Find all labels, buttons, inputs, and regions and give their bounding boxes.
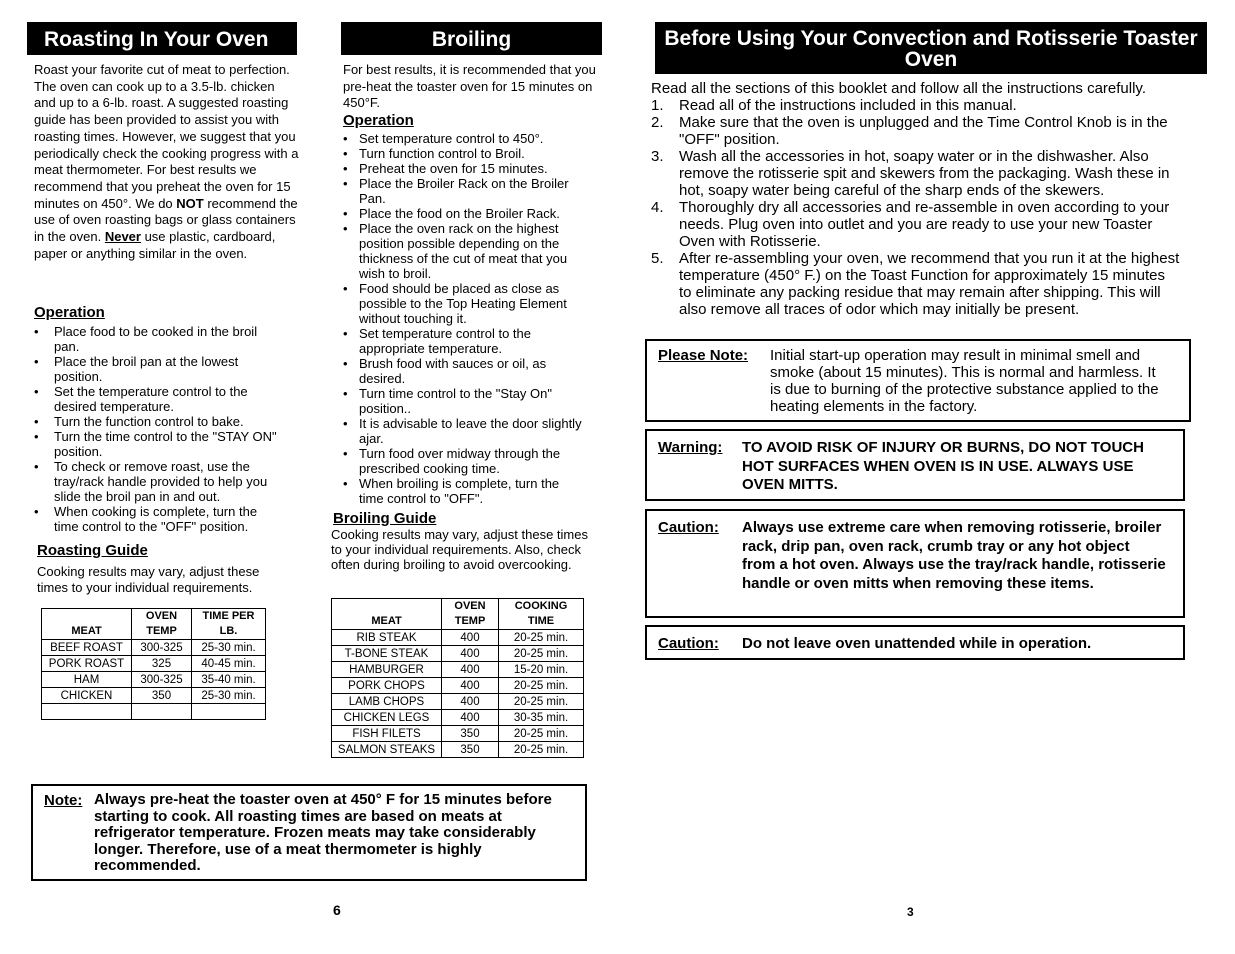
table-cell: 20-25 min. bbox=[499, 678, 584, 694]
step-number: 4. bbox=[651, 199, 664, 216]
table-cell: HAM bbox=[42, 672, 132, 688]
list-item bbox=[651, 114, 1181, 148]
table-cell: RIB STEAK bbox=[332, 630, 442, 646]
table-cell: 25-30 min. bbox=[192, 640, 266, 656]
table-cell bbox=[42, 704, 132, 720]
step-number: 5. bbox=[651, 250, 664, 267]
table-cell: 400 bbox=[442, 694, 499, 710]
list-item: • To check or remove roast, use the tray/rack handle provided to help you slide the broil pan in and out. bbox=[34, 459, 284, 504]
please-note-text: Initial start-up operation may result in minimal smell and smoke (about 15 minutes). This is normal and harmless. It is due to burning of the protective substance applied to the heating elements in the factory. bbox=[770, 347, 1159, 415]
table-cell: 400 bbox=[442, 662, 499, 678]
table-cell: HAMBURGER bbox=[332, 662, 442, 678]
table-row bbox=[332, 694, 584, 710]
table-cell: FISH FILETS bbox=[332, 726, 442, 742]
roasting-intro-not: NOT bbox=[176, 195, 204, 211]
broiling-guide-text: Cooking results may vary, adjust these times to your individual requirements. Also, check often during broiling to avoid overcooking. bbox=[331, 527, 588, 572]
page-number-left: 6 bbox=[333, 902, 341, 918]
table-cell: 350 bbox=[132, 688, 192, 704]
list-item: • Place the oven rack on the highest position possible depending on the thickness of the cut of meat that you wish to broil. bbox=[343, 221, 585, 281]
broiling-operation-list bbox=[343, 131, 585, 506]
table-row bbox=[42, 672, 266, 688]
roasting-intro-never: Never bbox=[104, 229, 141, 245]
roasting-guide-text: Cooking results may vary, adjust these times to your individual requirements. bbox=[37, 564, 260, 595]
roasting-operation-list bbox=[34, 324, 284, 534]
list-item: • When cooking is complete, turn the time control to the "OFF" position. bbox=[34, 504, 284, 534]
table-header: OVEN TEMP bbox=[442, 599, 499, 630]
table-cell: CHICKEN bbox=[42, 688, 132, 704]
list-item: • Place food to be cooked in the broil pan. bbox=[34, 324, 284, 354]
step-text: After re-assembling your oven, we recommend that you run it at the highest temperature (450° F.) on the Toast Function for approximately 15 minutes to eliminate any packing residue that may remain after shipping. This will also remove all traces of odor which may initially be present. bbox=[679, 250, 1180, 318]
table-header: TIME PER LB. bbox=[192, 609, 266, 640]
table-cell: 20-25 min. bbox=[499, 742, 584, 758]
roasting-title: Roasting In Your Oven bbox=[27, 22, 297, 55]
broiling-title: Broiling bbox=[341, 22, 602, 55]
table-row bbox=[332, 646, 584, 662]
step-text: Make sure that the oven is unplugged and the Time Control Knob is in the "OFF" position. bbox=[679, 114, 1168, 148]
table-header-row bbox=[42, 609, 266, 640]
broiling-guide-table bbox=[331, 598, 584, 758]
list-item: • Turn the function control to bake. bbox=[34, 414, 284, 429]
list-item: • Set temperature control to the appropriate temperature. bbox=[343, 326, 585, 356]
table-row bbox=[42, 640, 266, 656]
table-cell: 400 bbox=[442, 646, 499, 662]
list-item: • Set temperature control to 450°. bbox=[343, 131, 585, 146]
list-item bbox=[651, 148, 1181, 199]
table-row bbox=[42, 688, 266, 704]
warning-box bbox=[645, 429, 1185, 501]
table-cell: 15-20 min. bbox=[499, 662, 584, 678]
table-cell: 350 bbox=[442, 742, 499, 758]
step-number: 3. bbox=[651, 148, 664, 165]
caution-box-2 bbox=[645, 625, 1185, 660]
table-cell: 20-25 min. bbox=[499, 726, 584, 742]
list-item: • Turn food over midway through the prescribed cooking time. bbox=[343, 446, 585, 476]
table-cell: PORK ROAST bbox=[42, 656, 132, 672]
table-cell: SALMON STEAKS bbox=[332, 742, 442, 758]
broiling-intro: For best results, it is recommended that you pre-heat the toaster oven for 15 minutes on 450°F. bbox=[343, 62, 596, 111]
broiling-operation-heading: Operation bbox=[343, 112, 414, 129]
step-text: Read all of the instructions included in this manual. bbox=[679, 97, 1017, 114]
before-using-title: Before Using Your Convection and Rotisserie Toaster Oven bbox=[655, 22, 1207, 74]
list-item: • Place the Broiler Rack on the Broiler Pan. bbox=[343, 176, 585, 206]
table-cell: 20-25 min. bbox=[499, 646, 584, 662]
step-number: 1. bbox=[651, 97, 664, 114]
table-header: COOKING TIME bbox=[499, 599, 584, 630]
step-text: Wash all the accessories in hot, soapy water or in the dishwasher. Also remove the rotisserie spit and skewers from the packaging. Wash these in hot, soapy water being careful of the sharp ends of the skewers. bbox=[679, 148, 1170, 199]
table-cell: 30-35 min. bbox=[499, 710, 584, 726]
list-item: • It is advisable to leave the door slightly ajar. bbox=[343, 416, 585, 446]
before-using-intro: Read all the sections of this booklet and follow all the instructions carefully. bbox=[651, 80, 1146, 97]
list-item: • Preheat the oven for 15 minutes. bbox=[343, 161, 585, 176]
step-text: Thoroughly dry all accessories and re-assemble in oven according to your needs. Plug oven into outlet and you are ready to use your new Toaster Oven with Rotisserie. bbox=[679, 199, 1170, 250]
roasting-guide-table bbox=[41, 608, 266, 720]
table-cell: 400 bbox=[442, 678, 499, 694]
table-cell: 25-30 min. bbox=[192, 688, 266, 704]
list-item: • Food should be placed as close as possible to the Top Heating Element without touching it. bbox=[343, 281, 585, 326]
before-using-steps bbox=[651, 97, 1181, 318]
warning-label: Warning: bbox=[658, 439, 723, 456]
caution-text: Do not leave oven unattended while in operation. bbox=[742, 635, 1092, 652]
list-item: • Set the temperature control to the desired temperature. bbox=[34, 384, 284, 414]
roasting-operation-heading: Operation bbox=[34, 304, 105, 321]
list-item: • Place the food on the Broiler Rack. bbox=[343, 206, 585, 221]
roasting-intro-text-2: recommend the use of oven roasting bags or glass containers in the oven. bbox=[34, 195, 298, 245]
table-cell: LAMB CHOPS bbox=[332, 694, 442, 710]
table-cell: 325 bbox=[132, 656, 192, 672]
table-cell: T-BONE STEAK bbox=[332, 646, 442, 662]
table-row bbox=[332, 726, 584, 742]
table-cell bbox=[192, 704, 266, 720]
warning-text: TO AVOID RISK OF INJURY OR BURNS, DO NOT TOUCH HOT SURFACES WHEN OVEN IS IN USE. ALWAYS USE OVEN MITTS. bbox=[742, 439, 1144, 493]
please-note-box bbox=[645, 339, 1191, 422]
roasting-guide-heading: Roasting Guide bbox=[37, 542, 148, 559]
roasting-intro-text-1: Roast your favorite cut of meat to perfection. The oven can cook up to a 3.5-lb. chicken and up to a 6-lb. roast. A suggested roasting guide has been provided to assist you with roasting times. However, we suggest that you periodically check the cooking progress with a meat thermometer. For best results we recommend that you preheat the oven for 15 minutes on 450°. We do bbox=[34, 62, 299, 211]
table-header-row bbox=[332, 599, 584, 630]
table-cell: BEEF ROAST bbox=[42, 640, 132, 656]
table-cell bbox=[132, 704, 192, 720]
table-row bbox=[332, 662, 584, 678]
note-box bbox=[31, 784, 587, 881]
list-item: • Turn function control to Broil. bbox=[343, 146, 585, 161]
roasting-intro-text-3: use plastic, cardboard, paper or anything similar in the oven. bbox=[34, 229, 276, 261]
table-cell: 350 bbox=[442, 726, 499, 742]
list-item: • Place the broil pan at the lowest position. bbox=[34, 354, 284, 384]
caution-label: Caution: bbox=[658, 635, 719, 652]
table-row bbox=[42, 656, 266, 672]
table-cell: 400 bbox=[442, 710, 499, 726]
roasting-intro bbox=[34, 62, 299, 262]
caution-label: Caution: bbox=[658, 519, 719, 536]
note-text: Always pre-heat the toaster oven at 450° F for 15 minutes before starting to cook. All roasting times are based on meats at refrigerator temperature. Frozen meats may take considerably longer. Therefore, use of a meat thermometer is highly recommended. bbox=[94, 791, 552, 874]
table-header: OVEN TEMP bbox=[132, 609, 192, 640]
table-cell: 20-25 min. bbox=[499, 694, 584, 710]
please-note-label: Please Note: bbox=[658, 347, 749, 364]
table-row bbox=[332, 630, 584, 646]
list-item: • Turn time control to the "Stay On" position.. bbox=[343, 386, 585, 416]
table-cell: 300-325 bbox=[132, 640, 192, 656]
broiling-guide-heading: Broiling Guide bbox=[333, 510, 437, 527]
list-item: • Brush food with sauces or oil, as desired. bbox=[343, 356, 585, 386]
list-item: • Turn the time control to the "STAY ON" position. bbox=[34, 429, 284, 459]
table-row bbox=[332, 678, 584, 694]
table-cell: PORK CHOPS bbox=[332, 678, 442, 694]
table-cell: 300-325 bbox=[132, 672, 192, 688]
table-row bbox=[332, 710, 584, 726]
list-item bbox=[651, 199, 1181, 250]
caution-text: Always use extreme care when removing rotisserie, broiler rack, drip pan, oven rack, crumb tray or any hot object from a hot oven. Always use the tray/rack handle, rotisserie handle or oven mitts when removing these items. bbox=[742, 519, 1166, 592]
table-header: MEAT bbox=[42, 609, 132, 640]
caution-box-1 bbox=[645, 509, 1185, 618]
list-item: • When broiling is complete, turn the time control to "OFF". bbox=[343, 476, 585, 506]
table-cell: CHICKEN LEGS bbox=[332, 710, 442, 726]
table-row bbox=[42, 704, 266, 720]
page-number-right: 3 bbox=[907, 905, 914, 919]
list-item bbox=[651, 250, 1181, 318]
step-number: 2. bbox=[651, 114, 664, 131]
table-cell: 20-25 min. bbox=[499, 630, 584, 646]
note-label: Note: bbox=[44, 792, 83, 809]
list-item bbox=[651, 97, 1181, 114]
table-row bbox=[332, 742, 584, 758]
table-cell: 35-40 min. bbox=[192, 672, 266, 688]
table-cell: 400 bbox=[442, 630, 499, 646]
table-header: MEAT bbox=[332, 599, 442, 630]
table-cell: 40-45 min. bbox=[192, 656, 266, 672]
